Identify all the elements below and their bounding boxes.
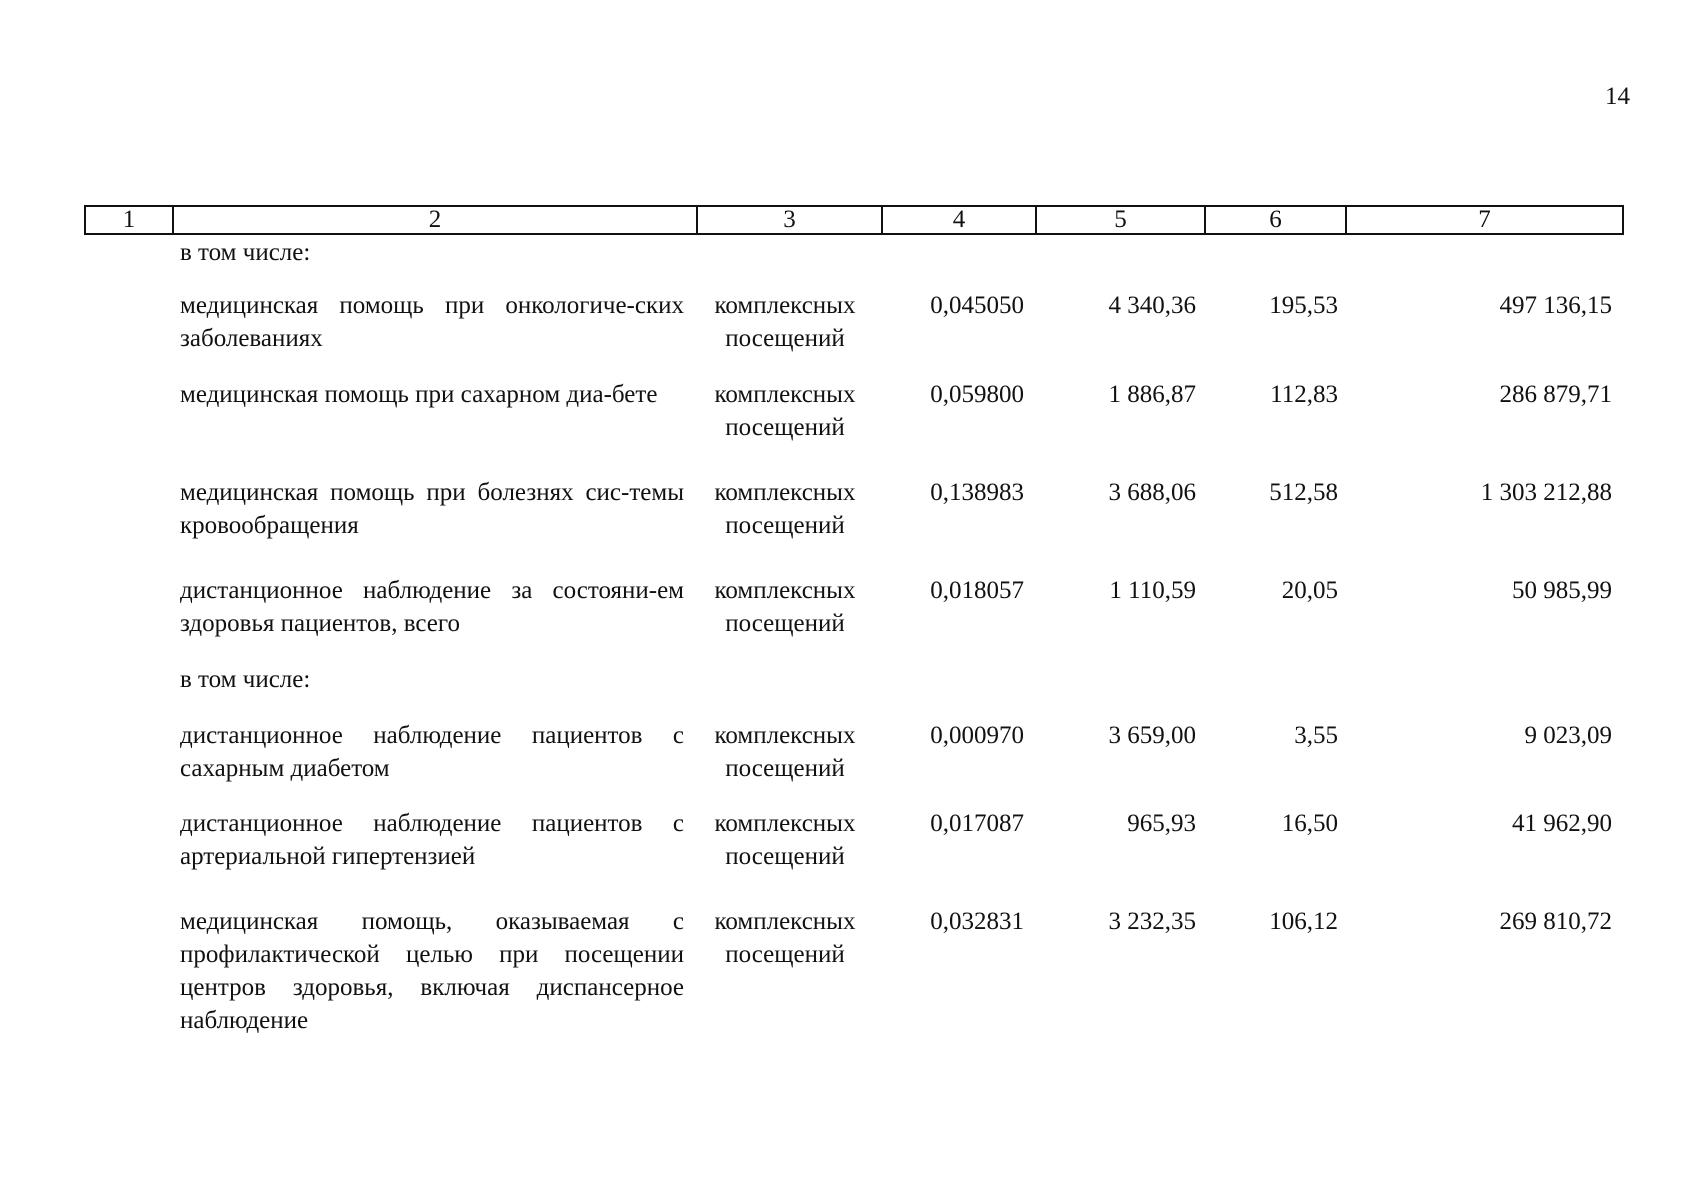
row-value-col4: 0,018057 xyxy=(930,577,1024,604)
row-value-col4: 0,045050 xyxy=(930,292,1024,319)
row-value-col7: 1 303 212,88 xyxy=(1480,479,1612,506)
row-value-col5: 1 110,59 xyxy=(1109,577,1196,604)
row-unit: комплексных посещений xyxy=(714,810,856,870)
row-unit: комплексных посещений xyxy=(714,577,856,637)
row-value-col4: 0,032831 xyxy=(930,908,1024,935)
row-value-col4: 0,138983 xyxy=(930,479,1024,506)
row-value-col6: 106,12 xyxy=(1269,908,1338,935)
header-cell-5: 5 xyxy=(1035,207,1204,233)
row-name: медицинская помощь при болезнях сис-темы кровообращения xyxy=(180,479,684,539)
row-value-col7: 286 879,71 xyxy=(1499,381,1612,408)
row-value-col6: 112,83 xyxy=(1270,381,1338,408)
row-value-col6: 16,50 xyxy=(1281,810,1338,837)
row-value-col6: 20,05 xyxy=(1281,577,1338,604)
section-label-including: в том числе: xyxy=(180,239,311,266)
row-unit: комплексных посещений xyxy=(714,908,856,968)
row-value-col5: 4 340,36 xyxy=(1108,292,1196,319)
row-value-col5: 965,93 xyxy=(1127,810,1196,837)
row-value-col5: 3 232,35 xyxy=(1108,908,1196,935)
row-value-col6: 512,58 xyxy=(1269,479,1338,506)
row-value-col7: 50 985,99 xyxy=(1512,577,1612,604)
row-value-col5: 3 659,00 xyxy=(1108,722,1196,749)
row-value-col6: 3,55 xyxy=(1294,722,1338,749)
header-cell-3: 3 xyxy=(696,207,881,233)
row-name: медицинская помощь при сахарном диа-бете xyxy=(180,381,658,408)
row-value-col7: 41 962,90 xyxy=(1512,810,1612,837)
row-value-col7: 269 810,72 xyxy=(1499,908,1612,935)
row-unit: комплексных посещений xyxy=(714,722,856,782)
row-name: дистанционное наблюдение пациентов с артериальной гипертензией xyxy=(180,810,684,870)
header-cell-2: 2 xyxy=(172,207,696,233)
page-number: 14 xyxy=(1605,83,1630,110)
row-name: дистанционное наблюдение за состояни-ем здоровья пациентов, всего xyxy=(180,577,684,637)
row-value-col7: 9 023,09 xyxy=(1524,722,1612,749)
header-cell-1: 1 xyxy=(122,206,136,233)
row-value-col5: 3 688,06 xyxy=(1108,479,1196,506)
header-cell-4: 4 xyxy=(881,207,1035,233)
row-value-col6: 195,53 xyxy=(1269,292,1338,319)
row-value-col4: 0,017087 xyxy=(930,810,1024,837)
row-value-col4: 0,000970 xyxy=(930,722,1024,749)
header-cell-6: 6 xyxy=(1204,207,1345,233)
row-value-col5: 1 886,87 xyxy=(1108,381,1196,408)
row-unit: комплексных посещений xyxy=(714,479,856,539)
row-unit: комплексных посещений xyxy=(714,292,856,352)
row-name: медицинская помощь при онкологиче-ских заболеваниях xyxy=(180,292,684,352)
row-name: дистанционное наблюдение пациентов с сахарным диабетом xyxy=(180,722,684,782)
table-header-row xyxy=(84,205,1624,235)
row-value-col4: 0,059800 xyxy=(930,381,1024,408)
header-cell-7: 7 xyxy=(1345,207,1622,233)
section-label-including: в том числе: xyxy=(180,666,311,693)
row-name: медицинская помощь, оказываемая с профилактической целью при посещении центров здоровья, включая диспансерное наблюдение xyxy=(180,908,684,1034)
row-unit: комплексных посещений xyxy=(714,381,856,441)
row-value-col7: 497 136,15 xyxy=(1499,292,1612,319)
